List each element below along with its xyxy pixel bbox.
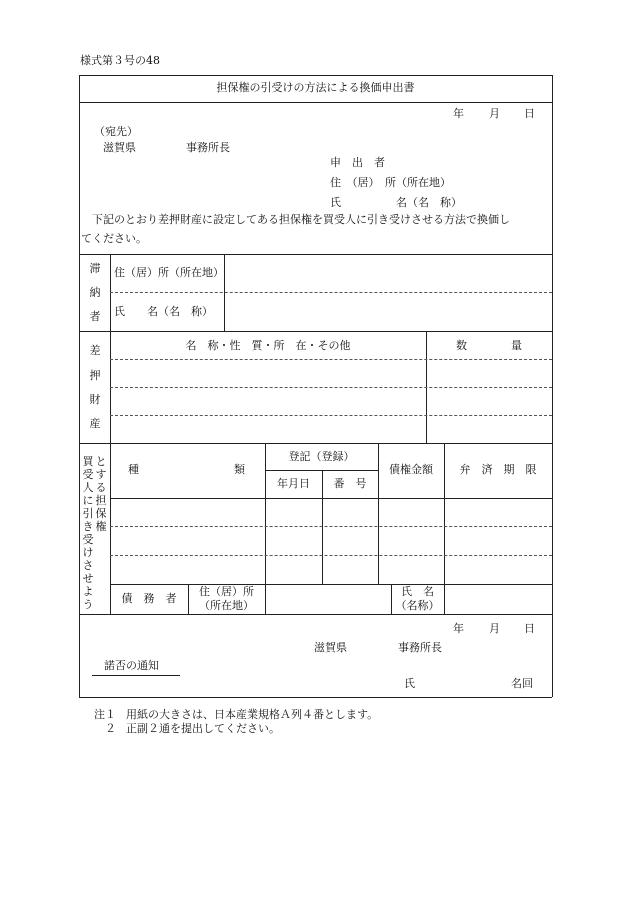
addressee-prefix: （宛先） bbox=[94, 125, 138, 138]
notice-prefecture: 滋賀県 bbox=[314, 641, 347, 654]
notice-seal-label: 名回 bbox=[511, 677, 533, 690]
col-type: 種 類 bbox=[128, 463, 245, 476]
debtor-name-line2: （名称） bbox=[395, 599, 440, 612]
applicant-name-label: 氏 名（名 称） bbox=[330, 196, 462, 209]
col-reg-number: 番 号 bbox=[333, 477, 367, 490]
notice-office-head: 事務所長 bbox=[398, 641, 442, 654]
date-year: 年 bbox=[453, 107, 464, 120]
notice-date-month: 月 bbox=[489, 622, 500, 635]
statement-line2: てください。 bbox=[81, 232, 147, 245]
col-quantity: 数 量 bbox=[456, 339, 522, 352]
col-reg-date: 年月日 bbox=[277, 477, 310, 490]
col-description: 名 称・性 質・所 在・その他 bbox=[185, 339, 351, 352]
col-claim-amount: 債権金額 bbox=[389, 463, 433, 476]
addressee-office-head: 事務所長 bbox=[186, 141, 230, 154]
notice-date-year: 年 bbox=[453, 622, 464, 635]
debtor-label: 債 務 者 bbox=[121, 592, 177, 605]
statement-line1: 下記のとおり差押財産に設定してある担保権を買受人に引き受けさせる方法で換価し bbox=[92, 213, 510, 226]
debtor-address-line1: 住（居）所 bbox=[199, 585, 254, 598]
form-number: 様式第３号の48 bbox=[80, 54, 160, 67]
delinquent-name-label: 氏 名（名 称） bbox=[114, 305, 213, 318]
addressee-prefecture: 滋賀県 bbox=[103, 141, 136, 154]
delinquent-address-label: 住（居）所（所在地） bbox=[114, 266, 224, 279]
notice-title-underline bbox=[92, 675, 180, 676]
debtor-address-line2: （所在地） bbox=[199, 599, 254, 612]
note-2-text: 正副２通を提出してください。 bbox=[126, 722, 280, 735]
note-1-number: 注１ bbox=[94, 708, 116, 721]
notice-name-label: 氏 bbox=[404, 677, 415, 690]
form-title: 担保権の引受けの方法による換価申出書 bbox=[216, 81, 415, 94]
notice-title: 諾否の通知 bbox=[104, 659, 159, 672]
col-registration: 登記（登録） bbox=[288, 450, 355, 463]
notice-date-day: 日 bbox=[524, 622, 535, 635]
applicant-address-label: 住 （居） 所（所在地） bbox=[330, 176, 451, 189]
debtor-name-line1: 氏 名 bbox=[401, 585, 434, 598]
date-day: 日 bbox=[524, 107, 535, 120]
col-repayment: 弁 済 期 限 bbox=[459, 463, 537, 476]
date-month: 月 bbox=[489, 107, 500, 120]
note-1-text: 用紙の大きさは、日本産業規格Ａ列４番とします。 bbox=[126, 708, 379, 721]
note-2-number: ２ bbox=[105, 722, 116, 735]
applicant-label: 申 出 者 bbox=[330, 156, 385, 169]
